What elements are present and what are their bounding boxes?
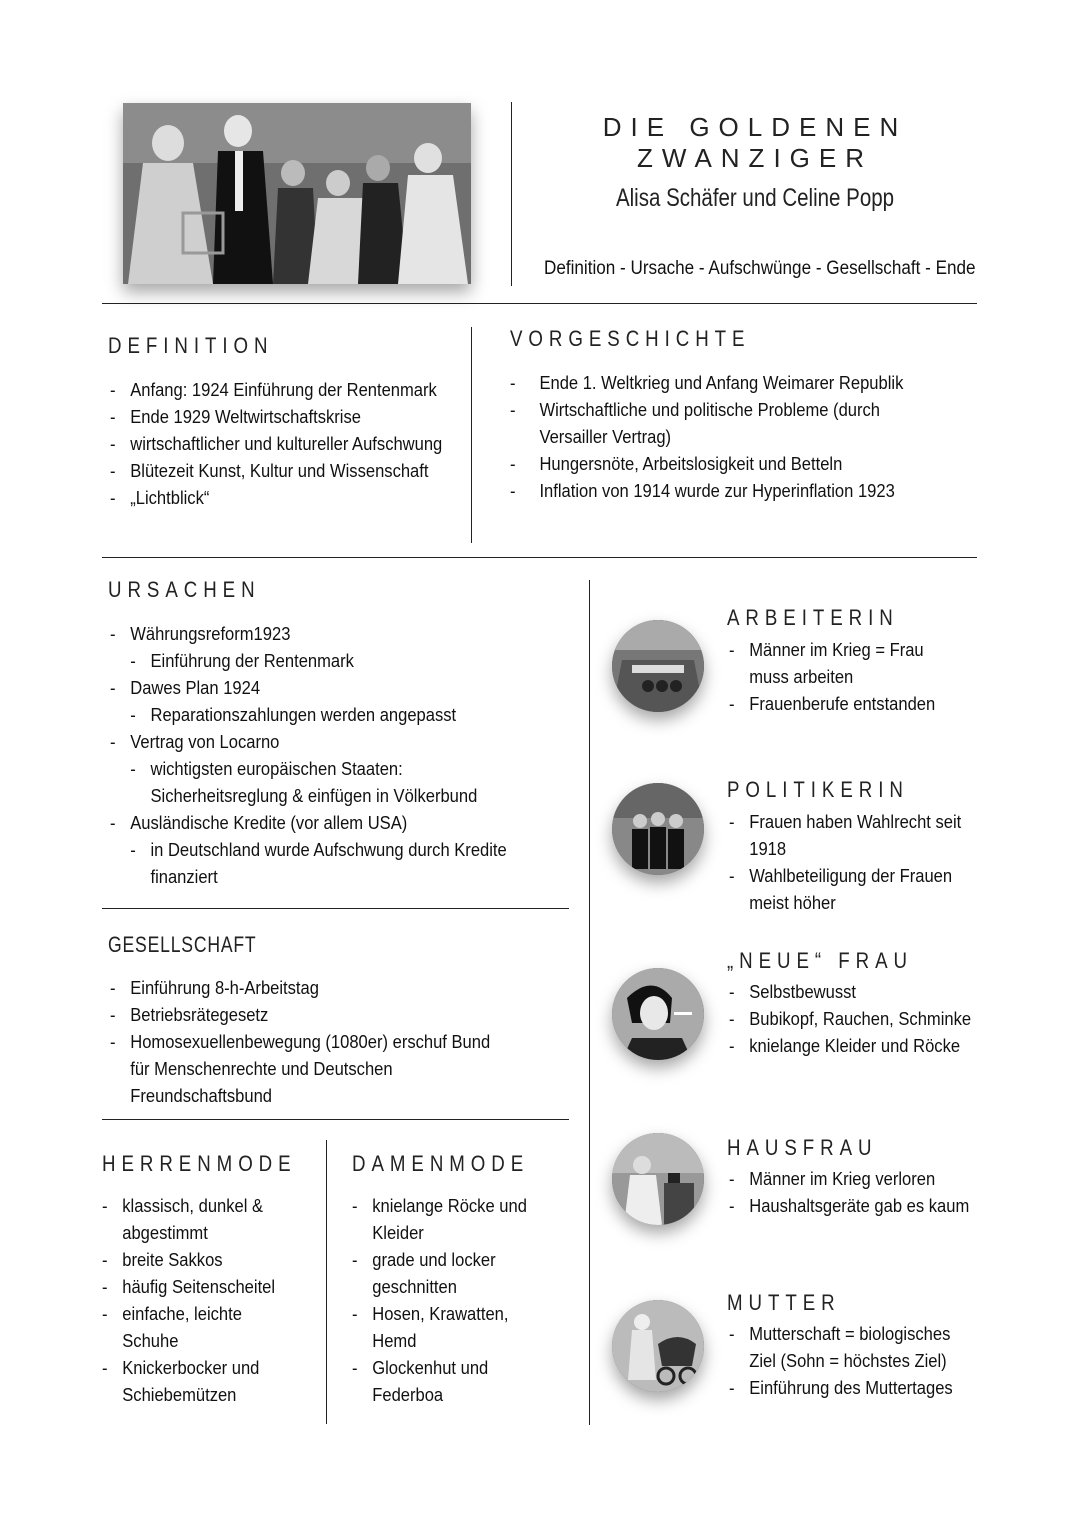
list-item: - Einführung 8-h-Arbeitstag: [110, 975, 533, 1002]
list-item: - wirtschaftlicher und kultureller Aufschwung: [110, 431, 478, 458]
arbeiterin-heading: ARBEITERIN: [727, 605, 899, 630]
neue-frau-heading: „NEUE“ FRAU: [727, 948, 913, 973]
authors: Alisa Schäfer und Celine Popp: [615, 184, 895, 212]
neue-frau-list: [729, 979, 987, 1060]
header-rule: [102, 303, 977, 304]
mode-divider: [326, 1140, 327, 1424]
gesellschaft-heading: GESELLSCHAFT: [108, 932, 257, 957]
list-item: - breite Sakkos: [102, 1247, 286, 1274]
list-item: - grade und locker geschnitten: [352, 1247, 510, 1301]
list-item: - klassisch, dunkel & abgestimmt: [102, 1193, 269, 1247]
politikerin-list: [729, 809, 987, 917]
damenmode-list: [352, 1193, 536, 1409]
list-item: - knielange Röcke und Kleider: [352, 1193, 529, 1247]
ursachen-list: [110, 621, 542, 891]
list-item: - Ende 1. Weltkrieg und Anfang Weimarer Republik: [510, 370, 942, 397]
list-item: - Hosen, Krawatten, Hemd: [352, 1301, 510, 1355]
list-item: - Hungersnöte, Arbeitslosigkeit und Betteln: [510, 451, 942, 478]
mother-pram-photo-icon: [612, 1300, 704, 1392]
list-subitem: - Reparationszahlungen werden angepasst: [110, 702, 542, 729]
section-rule: [102, 1119, 569, 1120]
header-divider: [511, 102, 512, 286]
women-politicians-photo-icon: [612, 783, 704, 875]
header-dance-photo: [123, 103, 471, 284]
housewife-kitchen-photo-icon: [612, 1133, 704, 1225]
list-item: - Homosexuellenbewegung (1080er) erschuf Bund für Menschenrechte und Deutschen Freundschaftsbund: [110, 1029, 498, 1110]
list-subitem: - wichtigsten europäischen Staaten: Sicherheitsreglung & einfügen in Völkerbund: [110, 756, 542, 810]
hausfrau-heading: HAUSFRAU: [727, 1135, 878, 1160]
definition-divider: [471, 327, 472, 543]
list-item: - Dawes Plan 1924: [110, 675, 542, 702]
section-rule: [102, 908, 569, 909]
list-item: - Männer im Krieg verloren: [729, 1166, 987, 1193]
vorgeschichte-heading: VORGESCHICHTE: [510, 326, 751, 351]
list-item: - Haushaltsgeräte gab es kaum: [729, 1193, 987, 1220]
list-subitem: - Einführung der Rentenmark: [110, 648, 542, 675]
hausfrau-list: [729, 1166, 987, 1220]
list-item: - Währungsreform1923: [110, 621, 542, 648]
list-item: - Glockenhut und Federboa: [352, 1355, 510, 1409]
mutter-list: [729, 1321, 987, 1402]
section-rule: [102, 557, 977, 558]
list-item: - Knickerbocker und Schiebemützen: [102, 1355, 260, 1409]
list-item: - „Lichtblick“: [110, 485, 478, 512]
list-item: - Einführung des Muttertages: [729, 1375, 987, 1402]
topic-overview: Definition - Ursache - Aufschwünge - Gesellschaft - Ende: [544, 258, 976, 279]
column-divider: [589, 580, 590, 1425]
list-item: - Frauenberufe entstanden: [729, 691, 968, 718]
damenmode-heading: DAMENMODE: [352, 1151, 530, 1176]
politikerin-heading: POLITIKERIN: [727, 777, 909, 802]
list-item: - Inflation von 1914 wurde zur Hyperinflation 1923: [510, 478, 942, 505]
vorgeschichte-list: [510, 370, 942, 505]
gesellschaft-list: [110, 975, 533, 1110]
list-item: - Vertrag von Locarno: [110, 729, 542, 756]
list-item: - Ende 1929 Weltwirtschaftskrise: [110, 404, 478, 431]
list-item: - Selbstbewusst: [729, 979, 987, 1006]
mutter-heading: MUTTER: [727, 1290, 841, 1315]
page-title: DIE GOLDENEN ZWANZIGER: [602, 112, 908, 173]
list-item: - Blütezeit Kunst, Kultur und Wissenschaft: [110, 458, 478, 485]
arbeiterin-list: [729, 637, 968, 718]
list-item: - Wirtschaftliche und politische Probleme (durch Versailler Vertrag): [510, 397, 942, 451]
herrenmode-list: [102, 1193, 286, 1409]
factory-workers-photo-icon: [612, 620, 704, 712]
list-item: - häufig Seitenscheitel: [102, 1274, 286, 1301]
list-item: - Frauen haben Wahlrecht seit 1918: [729, 809, 987, 863]
list-item: - Ausländische Kredite (vor allem USA): [110, 810, 542, 837]
ursachen-heading: URSACHEN: [108, 577, 261, 602]
list-item: - knielange Kleider und Röcke: [729, 1033, 987, 1060]
list-item: - Wahlbeteiligung der Frauen meist höher: [729, 863, 984, 917]
dancing-crowd-icon: [123, 103, 471, 284]
herrenmode-heading: HERRENMODE: [102, 1151, 297, 1176]
list-item: - einfache, leichte Schuhe: [102, 1301, 260, 1355]
list-subitem: - in Deutschland wurde Aufschwung durch Kredite finanziert: [110, 837, 509, 891]
definition-list: [110, 377, 478, 512]
list-item: - Männer im Krieg = Frau muss arbeiten: [729, 637, 961, 691]
list-item: - Mutterschaft = biologisches Ziel (Sohn = höchstes Ziel): [729, 1321, 975, 1375]
definition-heading: DEFINITION: [108, 333, 274, 358]
list-item: - Betriebsrätegesetz: [110, 1002, 533, 1029]
list-item: - Anfang: 1924 Einführung der Rentenmark: [110, 377, 478, 404]
list-item: - Bubikopf, Rauchen, Schminke: [729, 1006, 987, 1033]
new-woman-portrait-photo-icon: [612, 968, 704, 1060]
